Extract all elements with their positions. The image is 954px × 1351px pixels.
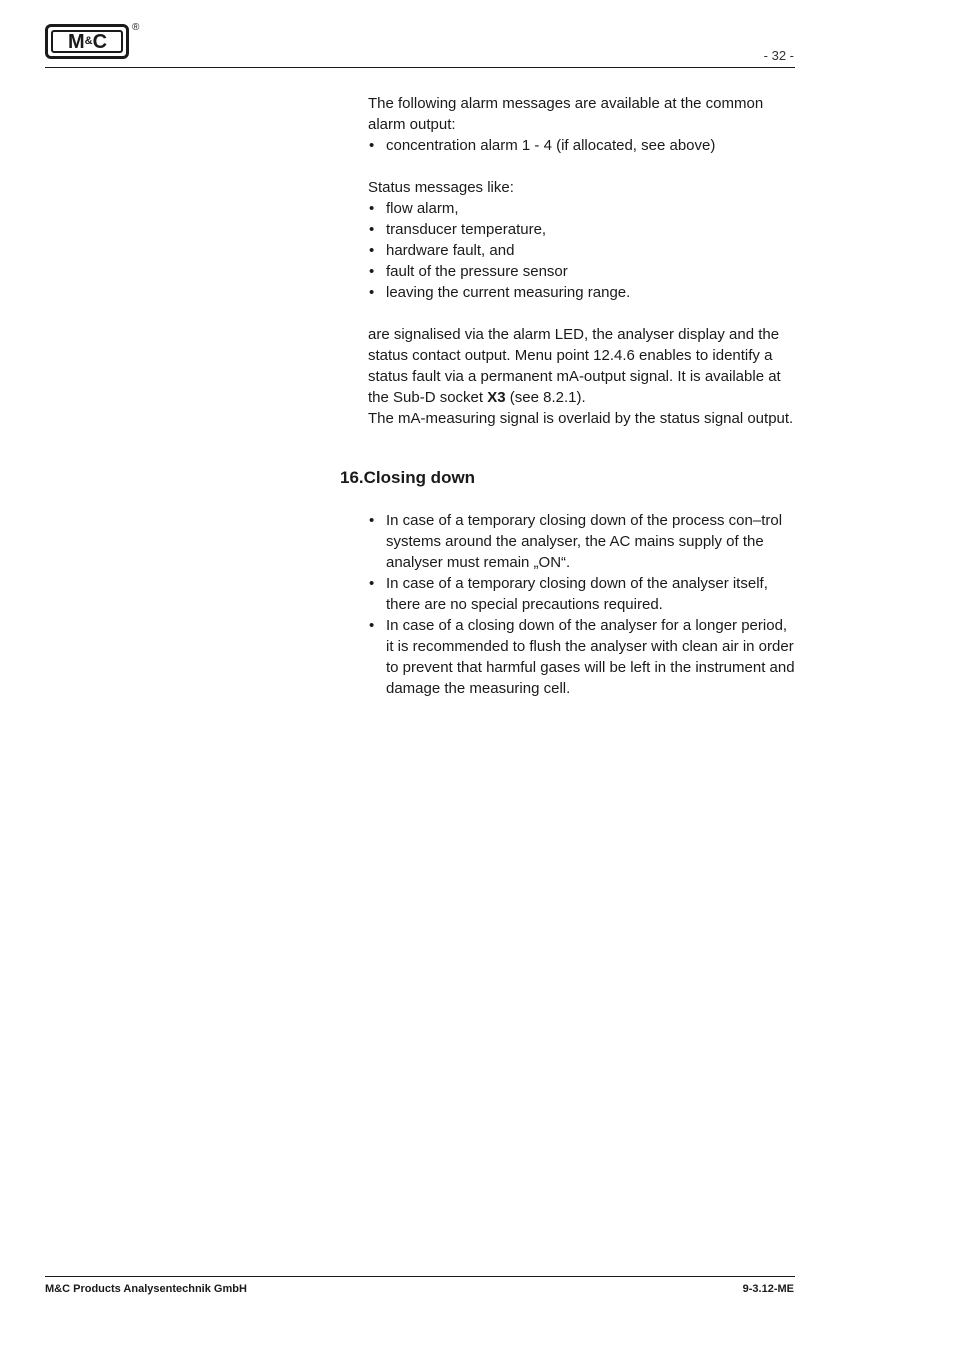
closing-section [368, 510, 796, 699]
header-rule [45, 67, 795, 68]
closing-list [368, 510, 796, 699]
logo-ampersand: & [84, 35, 92, 47]
logo-letter-c: C [92, 30, 107, 53]
alarm-section [368, 93, 796, 429]
company-logo-inner [51, 30, 123, 53]
footer-company: M&C Products Analysentechnik GmbH [45, 1283, 247, 1295]
list-item: • fault of the pressure sensor [368, 261, 796, 282]
list-item: • transducer temperature, [368, 219, 796, 240]
footer-doc-id: 9-3.12-ME [742, 1283, 794, 1295]
page-number: - 32 - [763, 48, 794, 63]
footer-rule [45, 1276, 795, 1277]
list-item: • In case of a temporary closing down of the analyser itself, there are no special precautions required. [368, 573, 796, 615]
section-heading: 16.Closing down [340, 468, 476, 487]
list-item: • flow alarm, [368, 198, 796, 219]
list-item: • hardware fault, and [368, 240, 796, 261]
overlay-paragraph: The mA-measuring signal is overlaid by the status signal output. [368, 410, 794, 427]
signal-text-end: (see 8.2.1). [505, 389, 586, 406]
status-label: Status messages like: [368, 179, 514, 196]
list-item: • In case of a temporary closing down of the process con–trol systems around the analyser, the AC mains supply of the analyser must remain „ON“. [368, 510, 796, 573]
list-item: • In case of a closing down of the analyser for a longer period, it is recommended to flush the analyser with clean air in order to prevent that harmful gases will be left in the instrument and damage the measuring cell. [368, 615, 796, 699]
company-logo [45, 24, 129, 59]
status-list [368, 198, 796, 303]
signal-text-start: are signalised via the alarm LED, the analyser display and the status contact output. Menu point 12.4.6 enables to identify a status fault via a permanent mA-output signal. It is available at the Sub-D socket [368, 326, 781, 406]
list-item: • leaving the current measuring range. [368, 282, 796, 303]
list-item: • concentration alarm 1 - 4 (if allocated, see above) [368, 135, 796, 156]
signal-paragraph [368, 324, 796, 408]
registered-mark: ® [132, 22, 140, 33]
alarm-list [368, 135, 796, 156]
alarm-intro: The following alarm messages are available at the common alarm output: [368, 95, 764, 133]
logo-letter-m: M [67, 30, 84, 53]
socket-label: X3 [487, 389, 506, 406]
